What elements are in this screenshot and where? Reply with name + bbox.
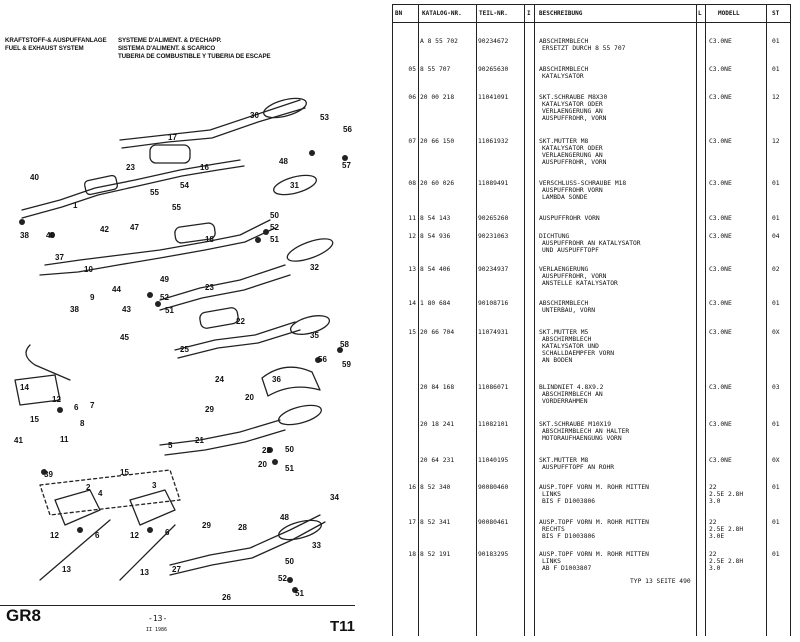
- callout-20a: 20: [245, 393, 254, 402]
- modell-line: 3.0E: [709, 533, 725, 540]
- row-modell: [709, 266, 732, 273]
- callout-39: 39: [44, 470, 53, 479]
- callout-28b: 28: [238, 523, 247, 532]
- catalyst-right: [130, 490, 175, 525]
- heat-shield-36: [262, 367, 320, 396]
- row-katalog-nr: 20 00 218: [420, 94, 455, 101]
- row-bn: 14: [408, 300, 416, 307]
- row-modell: [709, 138, 732, 145]
- callout-52c: 52: [278, 574, 287, 583]
- col-divider-6: [705, 4, 706, 636]
- header-french: SYSTEME D'ALIMENT. & D'ECHAPP.: [118, 37, 222, 44]
- modell-line: C3.0NE: [709, 421, 732, 428]
- row-teil-nr: 11061932: [478, 138, 509, 145]
- callout-51b: 51: [165, 306, 174, 315]
- modell-line: 2.5E 2.8H: [709, 526, 744, 533]
- description-line: SKT.MUTTER M5: [539, 329, 589, 336]
- description-line: ANSTELLE KATALYSATOR: [542, 280, 618, 287]
- row-modell: [709, 94, 732, 101]
- row-st: 01: [772, 300, 780, 307]
- description-line: DICHTUNG: [539, 233, 570, 240]
- row-description: [539, 457, 614, 471]
- callout-12a: 12: [52, 395, 61, 404]
- description-line: AUSPUFFROHR VORN: [539, 215, 600, 222]
- callout-6c: 6: [165, 528, 170, 537]
- description-line: AUSPUFFROHR, VORN: [542, 115, 607, 122]
- col-divider-2: [476, 4, 477, 636]
- callout-6a: 6: [74, 403, 79, 412]
- callout-24: 24: [215, 375, 224, 384]
- modell-line: C3.0NE: [709, 329, 732, 336]
- row-modell: [709, 457, 732, 464]
- col-divider-3: [524, 4, 525, 636]
- callout-40b: 40: [46, 231, 55, 240]
- row-description: [539, 300, 595, 314]
- description-line: MOTORAUFHAENGUNG VORN: [542, 435, 622, 442]
- modell-line: C3.0NE: [709, 215, 732, 222]
- description-line: LINKS: [542, 491, 561, 498]
- description-line: ABSCHIRMBLECH: [542, 336, 592, 343]
- row-teil-nr: 90234672: [478, 38, 509, 45]
- description-line: ABSCHIRMBLECH: [539, 38, 589, 45]
- row-description: [539, 384, 603, 405]
- callout-56a: 56: [343, 125, 352, 134]
- callout-51d: 51: [295, 589, 304, 598]
- header-english: FUEL & EXHAUST SYSTEM: [5, 45, 84, 52]
- description-line: AUSP.TOPF VORN M. ROHR MITTEN: [539, 484, 649, 491]
- callout-21: 21: [195, 436, 204, 445]
- callout-6b: 6: [95, 531, 100, 540]
- modell-line: 3.0: [709, 565, 721, 572]
- callout-56b: 56: [318, 355, 327, 364]
- description-line: VERSCHLUSS-SCHRAUBE M18: [539, 180, 627, 187]
- row-st: 12: [772, 94, 780, 101]
- description-line: VERLAENGERUNG: [539, 266, 589, 273]
- row-katalog-nr: 8 52 341: [420, 519, 451, 526]
- callout-26: 26: [222, 593, 231, 602]
- callout-25: 25: [180, 345, 189, 354]
- catalyst-left: [55, 490, 100, 525]
- row-st: 01: [772, 215, 780, 222]
- modell-line: 22: [709, 484, 717, 491]
- row-teil-nr: 11040195: [478, 457, 509, 464]
- row-katalog-nr: 20 60 026: [420, 180, 455, 187]
- row-bn: 12: [408, 233, 416, 240]
- col-divider-0: [392, 4, 393, 636]
- callout-58: 58: [340, 340, 349, 349]
- row-katalog-nr: 8 54 406: [420, 266, 451, 273]
- description-line: KATALYSATOR: [542, 73, 584, 80]
- row-bn: 11: [408, 215, 416, 222]
- callout-38b: 38: [70, 305, 79, 314]
- muffler-30: [262, 95, 309, 122]
- callout-1a: 1: [73, 201, 78, 210]
- callout-10: 10: [84, 265, 93, 274]
- modell-line: C3.0NE: [709, 266, 732, 273]
- row-st: 01: [772, 421, 780, 428]
- callout-20b: 20: [258, 460, 267, 469]
- callout-32: 32: [310, 263, 319, 272]
- callout-48b: 48: [280, 513, 289, 522]
- muffler-16: [150, 145, 190, 163]
- row-teil-nr: 90080460: [478, 484, 509, 491]
- callout-38a: 38: [20, 231, 29, 240]
- callout-13b: 13: [140, 568, 149, 577]
- modell-line: C3.0NE: [709, 66, 732, 73]
- callout-15: 15: [30, 415, 39, 424]
- row-katalog-nr: 20 66 150: [420, 138, 455, 145]
- callout-12b: 12: [50, 531, 59, 540]
- row-bn: 08: [408, 180, 416, 187]
- callout-17: 17: [168, 133, 177, 142]
- callout-50a: 50: [270, 211, 279, 220]
- callout-18: 18: [205, 235, 214, 244]
- row-description: [539, 421, 629, 442]
- col-divider-5: [696, 4, 697, 636]
- row-st: 04: [772, 233, 780, 240]
- row-modell: [709, 215, 732, 222]
- row-teil-nr: 90265260: [478, 215, 509, 222]
- callout-14: 14: [20, 383, 29, 392]
- small-parts: [19, 150, 348, 593]
- footer-divider: [0, 605, 355, 606]
- row-teil-nr: 90231063: [478, 233, 509, 240]
- modell-line: C3.0NE: [709, 384, 732, 391]
- callout-50b: 50: [285, 445, 294, 454]
- description-line: VERLAENGERUNG AN: [542, 108, 603, 115]
- section-label: T11: [330, 618, 356, 635]
- muffler-21: [277, 402, 324, 429]
- col-header-st: ST: [772, 10, 780, 17]
- modell-line: C3.0NE: [709, 138, 732, 145]
- row-teil-nr: 90108716: [478, 300, 509, 307]
- callout-49: 49: [160, 275, 169, 284]
- callout-52a: 52: [270, 223, 279, 232]
- callout-9: 9: [90, 293, 95, 302]
- description-line: ABSCHIRMBLECH AN HALTER: [542, 428, 630, 435]
- callout-53: 53: [320, 113, 329, 122]
- page-number: -13-: [148, 614, 168, 623]
- col-divider-8: [790, 4, 791, 636]
- callout-22: 22: [236, 317, 245, 326]
- callout-29a: 29: [205, 405, 214, 414]
- description-line: BIS F D1003806: [542, 533, 596, 540]
- description-line: KATALYSATOR ODER: [542, 145, 603, 152]
- callout-2a: 2: [86, 483, 91, 492]
- diagram-panel: [0, 0, 362, 642]
- callout-42: 42: [100, 225, 109, 234]
- callout-51c: 51: [285, 464, 294, 473]
- col-divider-1: [418, 4, 419, 636]
- row-katalog-nr: 1 80 684: [420, 300, 451, 307]
- modell-line: 2.5E 2.8H: [709, 558, 744, 565]
- callout-31: 31: [290, 181, 299, 190]
- parts-table: [392, 4, 792, 640]
- row-modell: [709, 66, 732, 73]
- description-line: KATALYSATOR ODER: [542, 101, 603, 108]
- callout-41: 41: [14, 436, 23, 445]
- row-teil-nr: 11086071: [478, 384, 509, 391]
- col-header-modell: MODELL: [718, 10, 740, 17]
- callout-57: 57: [342, 161, 351, 170]
- description-line: ABSCHIRMBLECH: [539, 300, 589, 307]
- col-header-l: L: [698, 10, 702, 17]
- row-st: 01: [772, 180, 780, 187]
- modell-line: 2.5E 2.8H: [709, 491, 744, 498]
- row-modell: [709, 384, 732, 391]
- row-st: 12: [772, 138, 780, 145]
- description-line: RECHTS: [542, 526, 565, 533]
- col-header-i: I: [527, 10, 531, 17]
- callout-7: 7: [90, 401, 95, 410]
- description-line: ERSETZT DURCH 8 55 707: [542, 45, 626, 52]
- description-line: VERLAENGERUNG AN: [542, 152, 603, 159]
- row-bn: 17: [408, 519, 416, 526]
- callout-52b: 52: [160, 293, 169, 302]
- description-line: AUSP.TOPF VORN M. ROHR MITTEN: [539, 519, 649, 526]
- row-teil-nr: 90265630: [478, 66, 509, 73]
- description-line: BLINDNIET 4.8X9.2: [539, 384, 604, 391]
- row-description: [539, 94, 607, 122]
- callout-4: 4: [98, 489, 103, 498]
- callout-35: 35: [310, 331, 319, 340]
- callout-11: 11: [60, 435, 69, 444]
- description-line: AUSPUFFROHR, VORN: [542, 273, 607, 280]
- callout-43: 43: [122, 305, 131, 314]
- row-modell: [709, 484, 743, 505]
- page-footer-text: TYP 13 SEITE 490: [630, 578, 691, 585]
- row-modell: [709, 38, 732, 45]
- row-bn: 07: [408, 138, 416, 145]
- callout-3: 3: [152, 481, 157, 490]
- row-katalog-nr: 8 55 707: [420, 66, 451, 73]
- row-st: 01: [772, 38, 780, 45]
- description-line: SKT.SCHRAUBE M10X19: [539, 421, 612, 428]
- row-modell: [709, 329, 732, 336]
- row-description: [539, 180, 626, 201]
- row-bn: 15: [408, 329, 416, 336]
- description-line: AUSPUFFTOPF AN ROHR: [542, 464, 615, 471]
- row-modell: [709, 180, 732, 187]
- header-german: KRAFTSTOFF-& AUSPUFFANLAGE: [5, 37, 107, 44]
- row-bn: 13: [408, 266, 416, 273]
- group-label: GR8: [6, 606, 41, 625]
- row-teil-nr: 11041091: [478, 94, 509, 101]
- row-teil-nr: 90234937: [478, 266, 509, 273]
- callout-48a: 48: [279, 157, 288, 166]
- callout-37: 37: [55, 253, 64, 262]
- row-katalog-nr: 20 66 704: [420, 329, 455, 336]
- row-st: 01: [772, 66, 780, 73]
- callout-12c: 12: [130, 531, 139, 540]
- col-divider-4: [534, 4, 535, 636]
- row-modell: [709, 421, 732, 428]
- row-katalog-nr: 20 84 168: [420, 384, 455, 391]
- callout-44: 44: [112, 285, 121, 294]
- col-header-bn: BN: [395, 10, 403, 17]
- modell-line: C3.0NE: [709, 94, 732, 101]
- pipe-21-a: [160, 420, 280, 445]
- callout-29b: 29: [202, 521, 211, 530]
- description-line: AUSPUFFROHR AN KATALYSATOR: [542, 240, 641, 247]
- row-modell: [709, 300, 732, 307]
- description-line: SCHALLDAEMPFER VORN: [542, 350, 615, 357]
- description-line: LINKS: [542, 558, 561, 565]
- row-teil-nr: 11089491: [478, 180, 509, 187]
- row-teil-nr: 11074931: [478, 329, 509, 336]
- callout-36: 36: [272, 375, 281, 384]
- row-description: [539, 551, 649, 572]
- modell-line: C3.0NE: [709, 457, 732, 464]
- col-header-teil: TEIL-NR.: [479, 10, 508, 17]
- callout-28a: 28: [262, 446, 271, 455]
- modell-line: C3.0NE: [709, 233, 732, 240]
- description-line: SKT.MUTTER M8: [539, 457, 589, 464]
- pipe-23: [160, 275, 290, 310]
- row-description: [539, 38, 625, 52]
- callout-55: 55: [150, 188, 159, 197]
- pipe-upper-2: [22, 166, 244, 218]
- muffler-32: [285, 234, 336, 265]
- description-line: SKT.MUTTER M8: [539, 138, 589, 145]
- col-header-katalog: KATALOG-NR.: [422, 10, 462, 17]
- description-line: SKT.SCHRAUBE M8X30: [539, 94, 608, 101]
- callout-47: 47: [130, 223, 139, 232]
- modell-line: 22: [709, 519, 717, 526]
- callout-13a: 13: [62, 565, 71, 574]
- sensor-14: [26, 345, 70, 380]
- modell-line: C3.0NE: [709, 38, 732, 45]
- description-line: VORDERRAHMEN: [542, 398, 588, 405]
- row-teil-nr: 90183295: [478, 551, 509, 558]
- row-description: [539, 138, 606, 166]
- table-top-border: [392, 4, 790, 5]
- row-katalog-nr: A 8 55 702: [420, 38, 458, 45]
- pipe-25-b: [178, 330, 300, 358]
- row-description: [539, 215, 600, 222]
- row-modell: [709, 551, 743, 572]
- row-description: [539, 233, 641, 254]
- callout-54a: 54: [180, 181, 189, 190]
- callout-55b: 55: [172, 203, 181, 212]
- callout-59: 59: [342, 360, 351, 369]
- description-line: ABSCHIRMBLECH: [539, 66, 589, 73]
- modell-line: C3.0NE: [709, 180, 732, 187]
- description-line: LAMBDA SONDE: [542, 194, 588, 201]
- print-date: II 1986: [146, 627, 168, 633]
- description-line: BIS F D1003806: [542, 498, 596, 505]
- row-katalog-nr: 8 52 191: [420, 551, 451, 558]
- row-bn: 16: [408, 484, 416, 491]
- modell-line: 3.0: [709, 498, 721, 505]
- description-line: AB F D1003807: [542, 565, 592, 572]
- row-st: 0X: [772, 329, 780, 336]
- row-description: [539, 519, 649, 540]
- table-header-border: [392, 22, 790, 23]
- col-header-beschreibung: BESCHREIBUNG: [539, 10, 583, 17]
- header-spanish: TUBERIA DE COMBUSTIBLE Y TUBERIA DE ESCAPE: [118, 53, 271, 60]
- row-modell: [709, 233, 732, 240]
- callout-40a: 40: [30, 173, 39, 182]
- callout-8: 8: [80, 419, 85, 428]
- callout-23b: 23: [205, 283, 214, 292]
- row-st: 01: [772, 519, 780, 526]
- row-st: 03: [772, 384, 780, 391]
- col-divider-7: [766, 4, 767, 636]
- row-teil-nr: 90080461: [478, 519, 509, 526]
- callout-15b: 15: [120, 468, 129, 477]
- callout-34: 34: [330, 493, 339, 502]
- row-description: [539, 66, 588, 80]
- callout-30: 30: [250, 111, 259, 120]
- modell-line: C3.0NE: [709, 300, 732, 307]
- row-description: [539, 484, 649, 505]
- row-st: 01: [772, 551, 780, 558]
- description-line: ABSCHIRMBLECH AN: [542, 391, 603, 398]
- row-bn: 06: [408, 94, 416, 101]
- lower-frame: [40, 470, 180, 515]
- row-katalog-nr: 8 54 143: [420, 215, 451, 222]
- row-st: 0X: [772, 457, 780, 464]
- row-modell: [709, 519, 743, 540]
- callout-27: 27: [172, 565, 181, 574]
- row-description: [539, 329, 614, 364]
- description-line: AUSP.TOPF VORN M. ROHR MITTEN: [539, 551, 649, 558]
- description-line: AUSPUFFROHR VORN: [542, 187, 603, 194]
- callout-16: 16: [200, 163, 209, 172]
- row-st: 01: [772, 484, 780, 491]
- callout-23a: 23: [126, 163, 135, 172]
- description-line: KATALYSATOR UND: [542, 343, 599, 350]
- pipe-30-b: [122, 108, 305, 148]
- callout-5: 5: [168, 441, 173, 450]
- description-line: AUSPUFFROHR, VORN: [542, 159, 607, 166]
- row-st: 02: [772, 266, 780, 273]
- pipe-30-a: [120, 100, 300, 140]
- row-bn: 05: [408, 66, 416, 73]
- header-italian: SISTEMA D'ALIMENT. & SCARICO: [118, 45, 216, 52]
- row-katalog-nr: 20 18 241: [420, 421, 455, 428]
- description-line: UND AUSPUFFTOPF: [542, 247, 599, 254]
- row-katalog-nr: 20 64 231: [420, 457, 455, 464]
- exhaust-exploded-diagram: [0, 60, 362, 605]
- description-line: UNTERBAU, VORN: [542, 307, 596, 314]
- callout-51a: 51: [270, 235, 279, 244]
- rod-13-left: [40, 520, 110, 580]
- callout-33: 33: [312, 541, 321, 550]
- modell-line: 22: [709, 551, 717, 558]
- row-katalog-nr: 8 52 340: [420, 484, 451, 491]
- callout-45: 45: [120, 333, 129, 342]
- row-description: [539, 266, 618, 287]
- row-teil-nr: 11082101: [478, 421, 509, 428]
- callout-50c: 50: [285, 557, 294, 566]
- muffler-22: [199, 307, 239, 329]
- row-bn: 18: [408, 551, 416, 558]
- row-katalog-nr: 8 54 936: [420, 233, 451, 240]
- description-line: AN BODEN: [542, 357, 573, 364]
